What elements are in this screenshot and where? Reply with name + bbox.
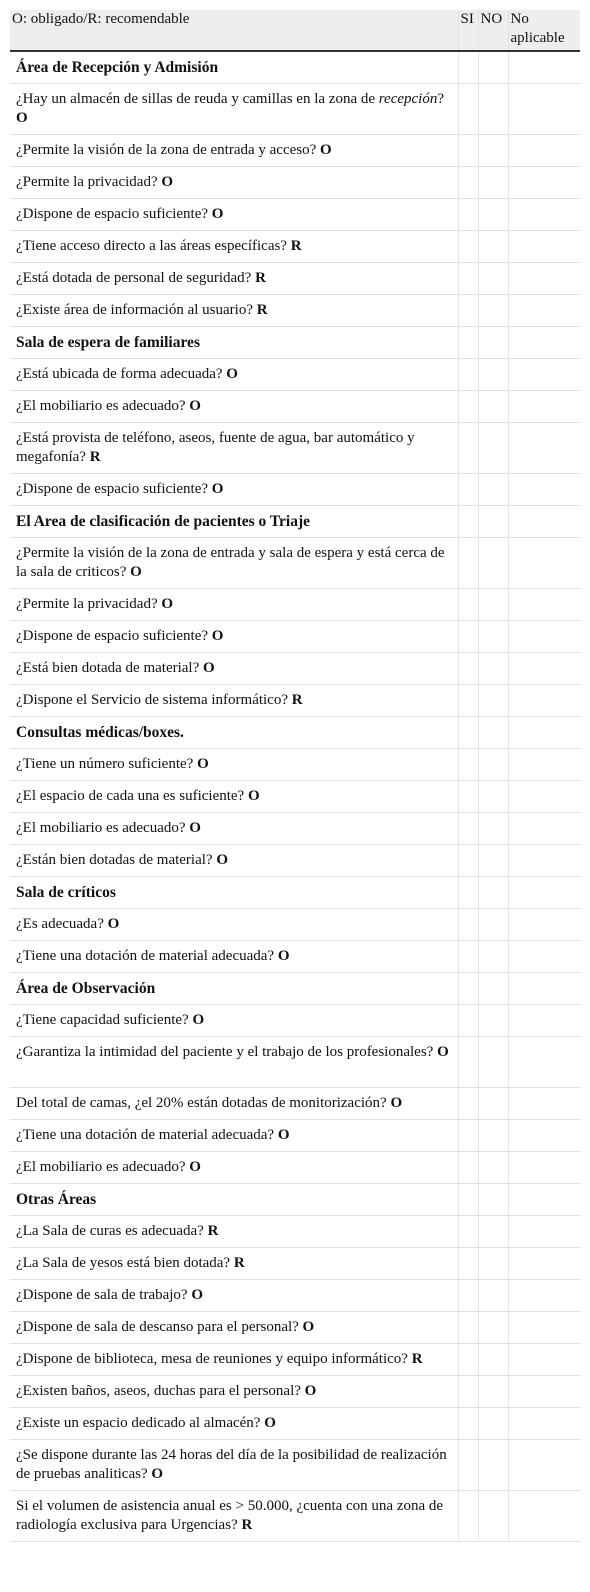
si-cell[interactable]	[458, 1491, 478, 1542]
si-cell	[458, 1184, 478, 1216]
na-cell[interactable]	[508, 1120, 580, 1152]
question-text	[10, 845, 458, 877]
question-label: ¿Dispone de sala de descanso para el personal?	[16, 1319, 303, 1335]
question-text	[10, 909, 458, 941]
na-cell[interactable]	[508, 538, 580, 589]
si-cell[interactable]	[458, 538, 478, 589]
question-text	[10, 231, 458, 263]
table-header	[10, 10, 580, 51]
no-cell	[478, 1184, 508, 1216]
table-row	[10, 1408, 580, 1440]
si-cell[interactable]	[458, 295, 478, 327]
na-cell[interactable]	[508, 423, 580, 474]
si-cell[interactable]	[458, 653, 478, 685]
table-row	[10, 263, 580, 295]
requirement-code: O	[161, 174, 174, 190]
si-cell[interactable]	[458, 621, 478, 653]
si-cell[interactable]	[458, 84, 478, 135]
no-cell[interactable]	[478, 589, 508, 621]
na-cell[interactable]	[508, 1344, 580, 1376]
requirement-code: R	[233, 1255, 245, 1271]
question-label: ¿Tiene una dotación de material adecuada?	[16, 1127, 278, 1143]
table-row	[10, 1037, 580, 1088]
si-cell[interactable]	[458, 474, 478, 506]
no-cell[interactable]	[478, 231, 508, 263]
question-text	[10, 263, 458, 295]
section-row	[10, 1184, 580, 1216]
table-row	[10, 653, 580, 685]
si-cell[interactable]	[458, 1312, 478, 1344]
si-cell	[458, 51, 478, 84]
na-cell[interactable]	[508, 1088, 580, 1120]
question-text	[10, 1088, 458, 1120]
requirement-code: O	[247, 788, 260, 804]
requirement-code: O	[390, 1095, 403, 1111]
table-row	[10, 199, 580, 231]
question-text	[10, 813, 458, 845]
question-text	[10, 589, 458, 621]
requirement-code: O	[211, 206, 224, 222]
question-emphasis: recepción	[378, 91, 438, 107]
question-label: ¿Permite la visión de la zona de entrada y sala de espera y está cerca de la sala de criticos?	[16, 545, 445, 580]
no-cell	[478, 51, 508, 84]
si-cell[interactable]	[458, 813, 478, 845]
si-cell[interactable]	[458, 1376, 478, 1408]
no-cell[interactable]	[478, 1408, 508, 1440]
question-label: ¿Existen baños, aseos, duchas para el personal?	[16, 1383, 305, 1399]
si-cell[interactable]	[458, 1408, 478, 1440]
requirement-code: O	[191, 1287, 204, 1303]
question-text	[10, 359, 458, 391]
na-cell[interactable]	[508, 1037, 580, 1088]
requirement-code: O	[130, 564, 142, 580]
na-cell[interactable]	[508, 474, 580, 506]
question-label: ¿Existe un espacio dedicado al almacén?	[16, 1415, 265, 1431]
table-row	[10, 1280, 580, 1312]
na-cell[interactable]	[508, 231, 580, 263]
no-cell[interactable]	[478, 909, 508, 941]
question-text	[10, 1005, 458, 1037]
table-row	[10, 813, 580, 845]
table-row	[10, 1120, 580, 1152]
no-cell[interactable]	[478, 621, 508, 653]
no-cell[interactable]	[478, 1280, 508, 1312]
question-text	[10, 621, 458, 653]
no-cell	[478, 327, 508, 359]
question-text	[10, 295, 458, 327]
no-cell	[478, 877, 508, 909]
si-cell[interactable]	[458, 423, 478, 474]
na-cell[interactable]	[508, 1408, 580, 1440]
question-text	[10, 749, 458, 781]
table-row	[10, 538, 580, 589]
requirement-code: R	[89, 449, 101, 465]
question-text	[10, 1037, 458, 1088]
na-cell[interactable]	[508, 359, 580, 391]
table-row	[10, 1344, 580, 1376]
question-label: ¿El espacio de cada una es suficiente?	[16, 788, 248, 804]
si-cell[interactable]	[458, 781, 478, 813]
section-title: Área de Observación	[10, 973, 458, 1005]
table-row	[10, 749, 580, 781]
requirement-code: O	[277, 948, 290, 964]
na-cell	[508, 973, 580, 1005]
section-title: Otras Áreas	[10, 1184, 458, 1216]
si-cell[interactable]	[458, 1120, 478, 1152]
no-cell[interactable]	[478, 295, 508, 327]
na-cell	[508, 877, 580, 909]
si-cell[interactable]	[458, 1248, 478, 1280]
section-title: Sala de críticos	[10, 877, 458, 909]
question-text	[10, 1216, 458, 1248]
si-cell	[458, 973, 478, 1005]
question-label: ¿Permite la privacidad?	[16, 596, 162, 612]
question-text	[10, 135, 458, 167]
si-cell[interactable]	[458, 1280, 478, 1312]
requirement-code: O	[197, 756, 209, 772]
no-cell[interactable]	[478, 1440, 508, 1491]
si-cell[interactable]	[458, 589, 478, 621]
question-text	[10, 391, 458, 423]
no-cell[interactable]	[478, 84, 508, 135]
requirement-code: R	[241, 1517, 253, 1533]
question-label: ¿El mobiliario es adecuado?	[16, 1159, 190, 1175]
na-cell[interactable]	[508, 813, 580, 845]
table-row	[10, 1152, 580, 1184]
section-title: Área de Recepción y Admisión	[10, 51, 458, 84]
no-cell[interactable]	[478, 1005, 508, 1037]
na-cell[interactable]	[508, 1491, 580, 1542]
question-text	[10, 1312, 458, 1344]
question-label: ¿Permite la visión de la zona de entrada y acceso?	[16, 142, 321, 158]
si-cell[interactable]	[458, 359, 478, 391]
si-cell[interactable]	[458, 1088, 478, 1120]
question-label: ¿Dispone de espacio suficiente?	[16, 206, 212, 222]
si-cell[interactable]	[458, 167, 478, 199]
table-row	[10, 474, 580, 506]
question-text	[10, 1344, 458, 1376]
question-label-end: ?	[437, 91, 445, 107]
requirement-code: R	[411, 1351, 423, 1367]
no-cell[interactable]	[478, 423, 508, 474]
no-cell[interactable]	[478, 1037, 508, 1088]
si-cell[interactable]	[458, 1005, 478, 1037]
no-cell[interactable]	[478, 474, 508, 506]
requirement-code: O	[192, 1012, 205, 1028]
na-cell[interactable]	[508, 941, 580, 973]
si-cell[interactable]	[458, 909, 478, 941]
requirement-code: O	[264, 1415, 276, 1431]
table-body	[10, 51, 580, 1542]
na-cell[interactable]	[508, 1312, 580, 1344]
no-header: NO	[478, 10, 508, 51]
requirement-code: O	[189, 398, 201, 414]
si-cell[interactable]	[458, 749, 478, 781]
no-cell[interactable]	[478, 941, 508, 973]
na-cell[interactable]	[508, 1216, 580, 1248]
si-cell[interactable]	[458, 1216, 478, 1248]
no-cell[interactable]	[478, 1088, 508, 1120]
question-text	[10, 199, 458, 231]
checklist-table	[10, 10, 580, 1542]
na-cell[interactable]	[508, 685, 580, 717]
na-cell[interactable]	[508, 1440, 580, 1491]
no-cell[interactable]	[478, 653, 508, 685]
question-text	[10, 1152, 458, 1184]
question-label: ¿Tiene capacidad suficiente?	[16, 1012, 193, 1028]
question-label: ¿Tiene una dotación de material adecuada?	[16, 948, 278, 964]
na-cell[interactable]	[508, 295, 580, 327]
table-row	[10, 1088, 580, 1120]
question-label: ¿Permite la privacidad?	[16, 174, 162, 190]
no-cell	[478, 506, 508, 538]
question-text	[10, 1376, 458, 1408]
no-cell[interactable]	[478, 1376, 508, 1408]
question-label: ¿Existe área de información al usuario?	[16, 302, 257, 318]
na-cell[interactable]	[508, 391, 580, 423]
si-cell[interactable]	[458, 685, 478, 717]
table-row	[10, 845, 580, 877]
question-label: ¿Hay un almacén de sillas de reuda y camillas en la zona de	[16, 91, 379, 107]
na-cell	[508, 506, 580, 538]
si-cell	[458, 327, 478, 359]
na-cell[interactable]	[508, 167, 580, 199]
na-cell[interactable]	[508, 199, 580, 231]
question-label: ¿Garantiza la intimidad del paciente y el trabajo de los profesionales?	[16, 1044, 438, 1060]
question-label: ¿Dispone de biblioteca, mesa de reuniones y equipo informático?	[16, 1351, 412, 1367]
requirement-code: O	[211, 481, 224, 497]
question-label: ¿Es adecuada?	[16, 916, 108, 932]
requirement-code: O	[226, 366, 238, 382]
si-cell[interactable]	[458, 263, 478, 295]
na-cell	[508, 1184, 580, 1216]
question-text	[10, 941, 458, 973]
no-cell	[478, 717, 508, 749]
si-cell	[458, 506, 478, 538]
question-label: ¿El mobiliario es adecuado?	[16, 398, 190, 414]
requirement-code: R	[290, 238, 302, 254]
table-row	[10, 84, 580, 135]
si-cell[interactable]	[458, 1440, 478, 1491]
requirement-code: R	[255, 270, 266, 286]
na-cell[interactable]	[508, 749, 580, 781]
si-cell[interactable]	[458, 1037, 478, 1088]
na-cell[interactable]	[508, 621, 580, 653]
no-cell[interactable]	[478, 1216, 508, 1248]
requirement-code: O	[277, 1127, 290, 1143]
requirement-code: R	[256, 302, 268, 318]
table-row	[10, 1005, 580, 1037]
section-title: Sala de espera de familiares	[10, 327, 458, 359]
requirement-code: O	[302, 1319, 315, 1335]
no-cell[interactable]	[478, 199, 508, 231]
table-row	[10, 941, 580, 973]
no-cell[interactable]	[478, 1344, 508, 1376]
no-cell[interactable]	[478, 359, 508, 391]
question-text	[10, 1408, 458, 1440]
requirement-code: O	[203, 660, 215, 676]
question-label: ¿Está ubicada de forma adecuada?	[16, 366, 227, 382]
question-label: ¿Tiene acceso directo a las áreas específicas?	[16, 238, 291, 254]
table-row	[10, 359, 580, 391]
na-cell[interactable]	[508, 1280, 580, 1312]
question-text	[10, 1120, 458, 1152]
section-title: Consultas médicas/boxes.	[10, 717, 458, 749]
na-cell[interactable]	[508, 909, 580, 941]
na-cell[interactable]	[508, 135, 580, 167]
na-cell[interactable]	[508, 1152, 580, 1184]
question-text	[10, 474, 458, 506]
section-row	[10, 877, 580, 909]
header-row	[10, 10, 580, 51]
section-row	[10, 506, 580, 538]
na-cell[interactable]	[508, 1248, 580, 1280]
no-cell[interactable]	[478, 135, 508, 167]
si-cell[interactable]	[458, 391, 478, 423]
no-cell[interactable]	[478, 1152, 508, 1184]
si-header: SI	[458, 10, 478, 51]
table-row	[10, 391, 580, 423]
requirement-code: R	[207, 1223, 219, 1239]
no-cell[interactable]	[478, 1491, 508, 1542]
na-cell	[508, 51, 580, 84]
na-cell[interactable]	[508, 653, 580, 685]
no-cell[interactable]	[478, 813, 508, 845]
question-label: ¿Dispone de espacio suficiente?	[16, 628, 212, 644]
question-label: ¿Tiene un número suficiente?	[16, 756, 198, 772]
no-cell[interactable]	[478, 749, 508, 781]
question-label: Si el volumen de asistencia anual es > 50.000, ¿cuenta con una zona de radiología exclusiva para Urgencias?	[16, 1498, 444, 1533]
question-label: ¿La Sala de curas es adecuada?	[16, 1223, 208, 1239]
na-header: No aplicable	[508, 10, 580, 51]
no-cell[interactable]	[478, 538, 508, 589]
table-row	[10, 231, 580, 263]
question-text	[10, 167, 458, 199]
requirement-code: O	[151, 1466, 164, 1482]
table-row	[10, 135, 580, 167]
si-cell[interactable]	[458, 845, 478, 877]
table-row	[10, 1312, 580, 1344]
no-cell	[478, 973, 508, 1005]
section-row	[10, 717, 580, 749]
si-cell[interactable]	[458, 1344, 478, 1376]
question-label: ¿Dispone de espacio suficiente?	[16, 481, 212, 497]
no-cell[interactable]	[478, 1120, 508, 1152]
question-text	[10, 685, 458, 717]
section-row	[10, 51, 580, 84]
table-row	[10, 685, 580, 717]
no-cell[interactable]	[478, 781, 508, 813]
question-text	[10, 1280, 458, 1312]
table-row	[10, 781, 580, 813]
question-label: ¿El mobiliario es adecuado?	[16, 820, 190, 836]
question-text	[10, 1248, 458, 1280]
table-row	[10, 909, 580, 941]
na-cell[interactable]	[508, 781, 580, 813]
table-row	[10, 1440, 580, 1491]
question-label: ¿Está dotada de personal de seguridad?	[16, 270, 256, 286]
table-row	[10, 167, 580, 199]
si-cell[interactable]	[458, 941, 478, 973]
si-cell[interactable]	[458, 135, 478, 167]
question-label: ¿La Sala de yesos está bien dotada?	[16, 1255, 234, 1271]
na-cell[interactable]	[508, 845, 580, 877]
si-cell[interactable]	[458, 231, 478, 263]
na-cell[interactable]	[508, 1376, 580, 1408]
section-row	[10, 327, 580, 359]
requirement-code: O	[216, 852, 229, 868]
requirement-code: O	[320, 142, 332, 158]
legend-header: O: obligado/R: recomendable	[10, 10, 458, 51]
table-row	[10, 423, 580, 474]
si-cell[interactable]	[458, 1152, 478, 1184]
question-label: ¿Se dispone durante las 24 horas del día de la posibilidad de realización de pruebas analiticas?	[16, 1447, 447, 1482]
table-row	[10, 1491, 580, 1542]
no-cell[interactable]	[478, 1248, 508, 1280]
question-text	[10, 423, 458, 474]
question-label: ¿Están bien dotadas de material?	[16, 852, 217, 868]
question-label: ¿Dispone de sala de trabajo?	[16, 1287, 192, 1303]
question-label: ¿Está bien dotada de material?	[16, 660, 203, 676]
si-cell	[458, 877, 478, 909]
requirement-code: O	[211, 628, 224, 644]
si-cell[interactable]	[458, 199, 478, 231]
table-row	[10, 1376, 580, 1408]
question-text	[10, 653, 458, 685]
requirement-code: R	[291, 692, 303, 708]
na-cell[interactable]	[508, 84, 580, 135]
requirement-code: O	[189, 1159, 201, 1175]
requirement-code: O	[189, 820, 201, 836]
question-label: ¿Dispone el Servicio de sistema informático?	[16, 692, 292, 708]
no-cell[interactable]	[478, 263, 508, 295]
na-cell	[508, 327, 580, 359]
question-text	[10, 538, 458, 589]
question-text	[10, 1491, 458, 1542]
question-text	[10, 781, 458, 813]
question-text	[10, 84, 458, 135]
table-row	[10, 295, 580, 327]
section-row	[10, 973, 580, 1005]
section-title: El Area de clasificación de pacientes o Triaje	[10, 506, 458, 538]
no-cell[interactable]	[478, 391, 508, 423]
table-row	[10, 1216, 580, 1248]
na-cell[interactable]	[508, 263, 580, 295]
requirement-code: O	[437, 1044, 449, 1060]
no-cell[interactable]	[478, 1312, 508, 1344]
question-label: ¿Está provista de teléfono, aseos, fuente de agua, bar automático y megafonía?	[16, 430, 415, 465]
si-cell	[458, 717, 478, 749]
requirement-code: O	[161, 596, 174, 612]
no-cell[interactable]	[478, 167, 508, 199]
no-cell[interactable]	[478, 685, 508, 717]
requirement-code: O	[107, 916, 120, 932]
table-row	[10, 621, 580, 653]
na-cell[interactable]	[508, 589, 580, 621]
question-text	[10, 1440, 458, 1491]
no-cell[interactable]	[478, 845, 508, 877]
na-cell[interactable]	[508, 1005, 580, 1037]
requirement-code: O	[304, 1383, 317, 1399]
question-label: Del total de camas, ¿el 20% están dotadas de monitorización?	[16, 1095, 391, 1111]
na-cell	[508, 717, 580, 749]
table-row	[10, 589, 580, 621]
table-row	[10, 1248, 580, 1280]
requirement-code: O	[16, 110, 28, 126]
